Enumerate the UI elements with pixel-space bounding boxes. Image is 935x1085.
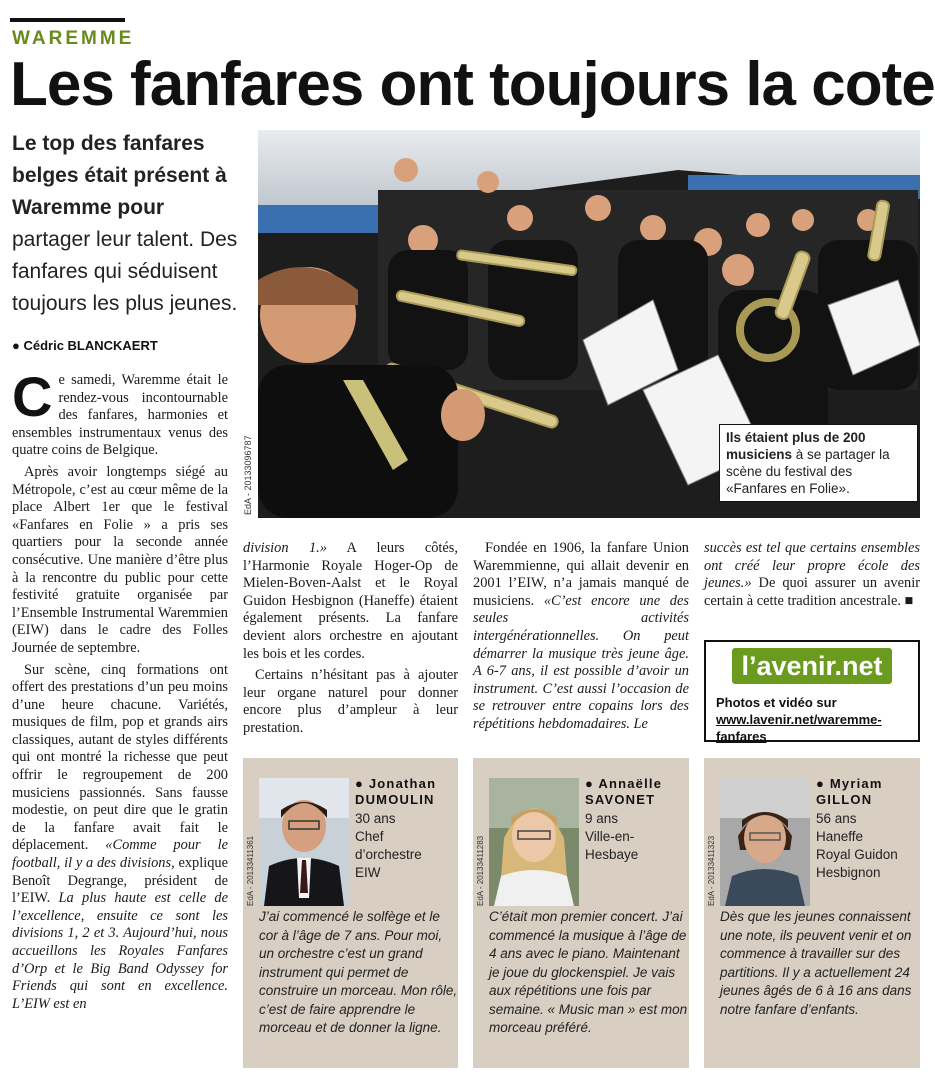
photo-credit: EdA - 201330967​87: [243, 435, 253, 515]
paragraph: [243, 540, 458, 663]
first-name: ● Jonathan: [355, 776, 437, 791]
avenir-logo: l’avenir.net: [732, 648, 892, 684]
promo-link[interactable]: www.lavenir.net/waremme-fanfares: [716, 712, 882, 744]
profile-quote: Dès que les jeunes connaissent une note, ils peuvent venir et on commence à travailler sur des partitions. Il y a actuellement 24 jeunes âgés de 6 à 16 ans dans notre fanfare d’enfants.: [720, 909, 912, 1017]
col1-p1: e samedi, Waremme était le rendez-vous incontournable des fanfares, harmonies et ensembles instrumentaux venus des quatre coins de Belgique.: [12, 372, 228, 459]
portrait-photo: [489, 778, 579, 906]
caption-rest: à se partager la scène du festival des «Fanfares en Folie».: [726, 447, 890, 496]
profile-name: [585, 776, 662, 808]
info-line: 9 ans: [585, 811, 619, 826]
col1-p3c: explique Benoît Degrange, président de l’EIW.: [12, 855, 228, 907]
section-label: WAREMME: [12, 28, 135, 49]
last-name: DUMOULIN: [355, 792, 435, 807]
profile-info: [355, 810, 422, 882]
col4-p1a: succès est tel que certains ensembles ont créé leur propre école des jeunes.»: [704, 540, 920, 592]
paragraph: [473, 540, 689, 734]
paragraph: [704, 540, 920, 610]
info-line: Royal Guidon: [816, 847, 898, 862]
col3-p1a: Fondée en 1906, la fanfare Union Waremmienne, qui allait devenir en 2001 l’EIW, n’a jamais manqué de musiciens.: [473, 540, 689, 609]
article-column-2: [243, 540, 458, 742]
top-rule: [10, 18, 125, 22]
col4-p1b: De quoi assurer un avenir certain à cette tradition ancestrale. ■: [704, 575, 920, 609]
info-line: Chef: [355, 829, 384, 844]
info-line: Haneffe: [816, 829, 864, 844]
portrait-woman-icon: [720, 778, 810, 906]
col2-p1a: division 1.»: [243, 540, 327, 556]
portrait-photo: [720, 778, 810, 906]
promo-label: Photos et vidéo sur: [716, 695, 837, 710]
lede-bold: Le top des fanfares belges était présent à Waremme pour: [12, 132, 227, 219]
info-line: EIW: [355, 865, 381, 880]
first-name: ● Myriam: [816, 776, 883, 791]
lede: [12, 128, 244, 320]
col3-p1b: «C’est encore une des seules activités intergénérationnelles. On peut démarrer la musique très jeune âge. A 6-7 ans, il est possible d’avoir un instrument. C’est aussi l’occasion de se retrouver entre copains lors des répétitions hebdomadaires. Le: [473, 592, 689, 732]
photo-credit: EdA - 20133411283: [476, 835, 485, 906]
col1-p3d: La plus haute est celle de l’excellence, ensuite ce sont les divisions 1, 2 et 3. Aujourd’hui, nous accueillons les Royales Fanfares d’Orp et le Big Band Odyssey for Friends qui sont en excellence. L’EIW est en: [12, 890, 228, 1012]
profile-card-1: [243, 758, 458, 1068]
info-line: Ville-en-: [585, 829, 635, 844]
portrait-photo: [259, 778, 349, 906]
paragraph: [12, 662, 228, 1014]
portrait-man-icon: [259, 778, 349, 906]
profile-card-2: [473, 758, 689, 1068]
profile-quote: J’ai commencé le solfège et le cor à l’âge de 7 ans. Pour moi, un orchestre c’est un grand instrument qui permet de construire un morceau. Mon rôle, c’est de faire apprendre le morceau et de donner la ligne.: [259, 909, 458, 1035]
info-line: Hesbaye: [585, 847, 639, 862]
profile-info: [816, 810, 898, 882]
photo-caption: [719, 424, 918, 502]
info-line: 30 ans: [355, 811, 396, 826]
profile-info: [585, 810, 638, 864]
portrait-girl-icon: [489, 778, 579, 906]
article-column-1: [12, 365, 228, 1017]
col1-p2: Après avoir longtemps siégé au Métropole, c’est au cœur même de la place Albert 1er que le festival «Fanfares en Folie » a pris ses quartiers pour la seconde année consécutive. Une manière d’être plus à la rencontre du public pour cette festivité gratuite organisée par l’Ensemble Instrumental Waremmien (EIW) dans le cadre des Folles Journée de septembre.: [12, 463, 228, 656]
profile-quote: C’était mon premier concert. J’ai commencé la musique à l’âge de 4 ans avec le piano. Maintenant je joue du glockenspiel. Je vais aux répétitions une fois par semaine. « Music man » est mon morceau préféré.: [489, 909, 688, 1035]
info-line: Hesbignon: [816, 865, 881, 880]
headline: Les fanfares ont toujours la cote: [10, 50, 935, 119]
col2-p2: Certains n’hésitant pas à ajouter leur organe naturel pour donner encore plus d’ampleur à leur prestation.: [243, 667, 458, 736]
profile-card-3: [704, 758, 920, 1068]
profile-name: [355, 776, 436, 808]
last-name: SAVONET: [585, 792, 656, 807]
byline: ● Cédric BLANCKAERT: [12, 338, 158, 353]
info-line: 56 ans: [816, 811, 857, 826]
photo-credit: EdA - 20133411361: [246, 835, 255, 906]
dropcap: C: [12, 365, 53, 428]
lede-rest: partager leur talent. Des fanfares qui séduisent toujours les plus jeunes.: [12, 228, 238, 315]
photo-credit: EdA - 20133411323: [707, 835, 716, 906]
first-name: ● Annaëlle: [585, 776, 663, 791]
info-line: d’orchestre: [355, 847, 422, 862]
article-column-4: [704, 540, 920, 614]
profile-name: [816, 776, 883, 808]
article-column-3: [473, 540, 689, 738]
col1-p3b: «Comme pour le football, il y a des divisions,: [12, 837, 228, 872]
paragraph: [12, 365, 228, 460]
caption-bold: Ils étaient plus de 200 musiciens: [726, 430, 866, 462]
col1-p3a: Sur scène, cinq formations ont offert des prestations d’un peu moins d’une heure chacune. Variétés, musiques de film, pop et grands airs classiques, autant de styles différents qui ont montré la richesse que peut offrir le regroupement de 200 musiciens passionnés. Sans fausse modestie, on peut dire que le gratin de la fanfare avait fait le déplacement.: [12, 661, 228, 854]
promo-text: [716, 694, 906, 745]
col2-p1b: A leurs côtés, l’Harmonie Royale Hoger-Op de Mielen-Boven-Aalst et le Royal Guidon Hesbignon (Haneffe) étaient également présents. La fanfare devient alors orchestre en ajoutant les bois et les cordes.: [243, 540, 458, 662]
last-name: GILLON: [816, 792, 873, 807]
